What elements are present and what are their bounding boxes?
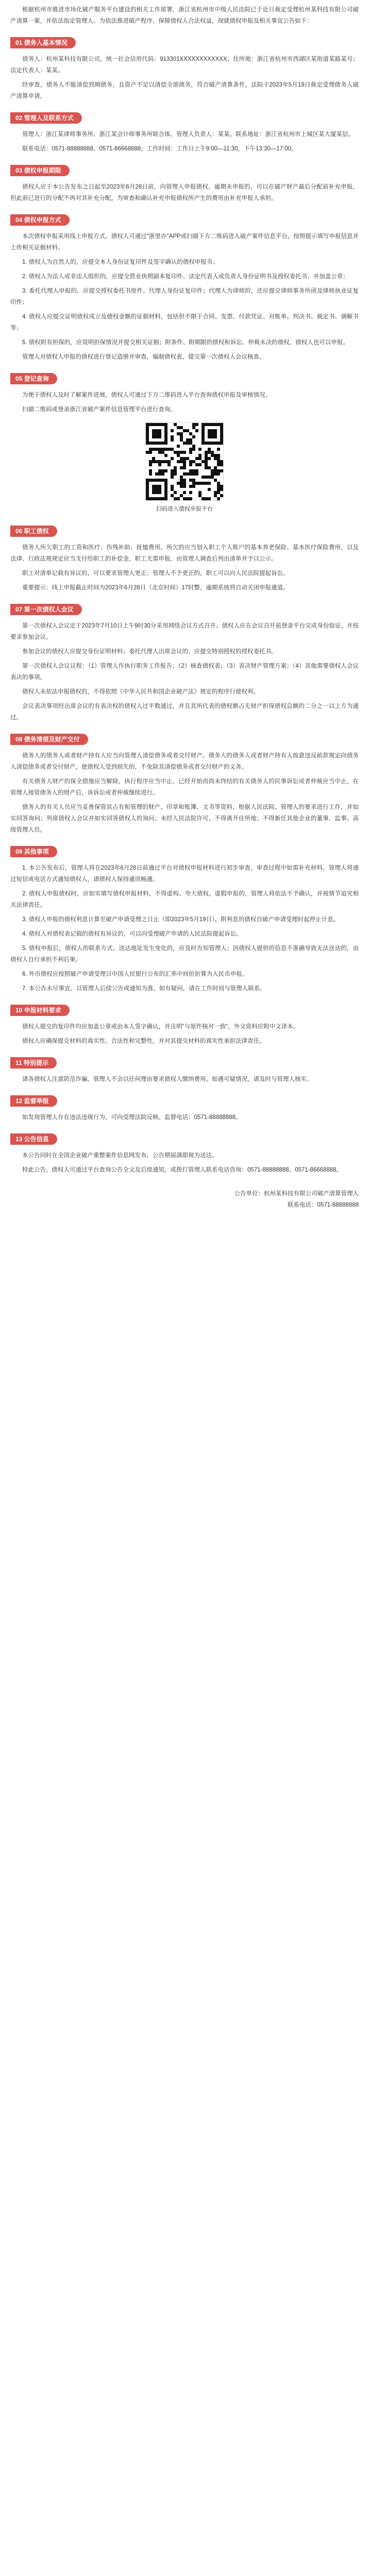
section-paragraph: 本公告同时在全国企业破产重整案件信息网发布，公告期届满即视为送达。	[22, 1153, 218, 1159]
section-body	[10, 620, 359, 723]
section-paragraph: 第一次债权人会议定于2023年7月10日上午9时30分采用网络会议方式召开。债权人应在会议召开前登录平台完成身份验证，并按要求参加会议。	[10, 623, 359, 640]
section-paragraph: 3. 债权人申报的债权利息计算至破产申请受理之日止（即2023年5月19日），附利息的债权自破产申请受理时起停止计息。	[22, 917, 340, 923]
section-body	[10, 1021, 359, 1047]
section-heading: 06 职工债权	[10, 526, 57, 537]
section-paragraph: 职工对清单记载有异议的，可以要求管理人更正；管理人不予更正的，职工可以向人民法院提起诉讼。	[22, 570, 289, 577]
intro-paragraph: 根据杭州市推进市场化破产服务平台建设的相关工作部署，浙江省杭州市中级人民法院已于近日裁定受理杭州某科技有限公司破产清算一案，并依法指定管理人。为依法推进破产程序，保障债权人合法权益，现就债权申报及相关事宜公告如下：	[10, 7, 359, 24]
qr-caption: 扫码进入债权申报平台	[156, 506, 213, 512]
section-paragraph: 债务人的有关人员应当妥善保管其占有和管理的财产、印章和账簿、文书等资料，根据人民法院、管理人的要求进行工作，并如实回答询问；列席债权人会议并如实回答债权人的询问；未经人民法院许可，不得离开住所地；不得新任其他企业的董事、监事、高级管理人员。	[10, 804, 359, 833]
section-paragraph: 有关债务人财产的保全措施应当解除，执行程序应当中止。已经开始而尚未终结的有关债务人的民事诉讼或者仲裁应当中止，在管理人接管债务人的财产后，该诉讼或者仲裁继续进行。	[10, 778, 359, 796]
section-paragraph: 债务人所欠职工的工资和医疗、伤残补助、抚恤费用，所欠的应当划入职工个人账户的基本养老保险、基本医疗保险费用，以及法律、行政法规规定应当支付给职工的补偿金，职工无需申报，由管理人调查后列出清单并予以公示。	[10, 545, 359, 562]
qr-area	[10, 422, 359, 501]
section-body	[10, 231, 359, 363]
section-body	[10, 129, 359, 155]
section-heading: 04 债权申报方式	[10, 214, 70, 226]
section-heading: 07 第一次债权人会议	[10, 604, 82, 615]
section-paragraph: 6. 外币债权应按照破产申请受理日中国人民银行公布的汇率中间价折算为人民币申报。	[22, 971, 248, 977]
section-body	[10, 542, 359, 594]
section-heading: 08 债务清偿及财产交付	[10, 734, 88, 745]
section-heading: 05 登记查询	[10, 373, 57, 384]
section-paragraph: 本次债权申报采用线上申报方式。债权人可通过"浙里办"APP或扫描下方二维码进入破产案件信息平台，按照提示填写申报信息并上传相关证据材料。	[10, 233, 359, 251]
section-paragraph: 3. 委托代理人申报的，应提交授权委托书原件、代理人身份证复印件；代理人为律师的，还应提交律师事务所函及律师执业证复印件；	[10, 288, 359, 306]
section-paragraph: 会议表决事项经出席会议的有表决权的债权人过半数通过，并且其所代表的债权额占无财产担保债权总额的二分之一以上方为通过。	[10, 703, 359, 721]
section-paragraph: 为便于债权人及时了解案件进展，债权人可通过下方二维码进入平台查询债权申报及审核情况。	[22, 392, 271, 398]
qr-code[interactable]	[145, 422, 224, 501]
section-body	[10, 181, 359, 204]
section-paragraph: 债权人应于本公告发布之日起至2023年6月28日前，向管理人申报债权。逾期未申报的，可以在破产财产最后分配前补充申报，但此前已进行的分配不再对其补充分配，为审查和确认补充申报债权所产生的费用由补充申报人承担。	[10, 184, 359, 201]
sections-part-b	[10, 518, 359, 1176]
section-paragraph: 5. 债权附有担保的，应说明担保情况并提交相关证据；附条件、附期限的债权和诉讼、仲裁未决的债权，债权人也可以申报。	[22, 340, 349, 346]
section-heading: 12 监督举报	[10, 1095, 57, 1107]
signature-phone: 联系电话：0571-88888888	[287, 1202, 359, 1208]
section-paragraph: 重要提示：线上申报截止时间为2023年6月28日（北京时间）17时整，逾期系统将自动关闭申报通道。	[22, 585, 289, 591]
section-paragraph: 债权人应确保提交材料的真实性、合法性和完整性，并对其提交材料的真实性承担法律责任。	[22, 1038, 265, 1044]
section-paragraph: 联系电话：0571-88888888、0571-86668888；工作时间：工作日上午9:00—11:30，下午13:30—17:00。	[22, 146, 297, 152]
section-paragraph: 参加会议的债权人应提交身份证明材料；委托代理人出席会议的，应提交特别授权的授权委托书。	[22, 649, 277, 655]
section-body	[10, 389, 359, 415]
section-heading: 13 公告信息	[10, 1133, 57, 1145]
section-paragraph: 债务人：杭州某科技有限公司，统一社会信用代码：913301XXXXXXXXXXXX；住所地：浙江省杭州市西湖区某街道某路某号；法定代表人：某某。	[10, 56, 359, 74]
section-paragraph: 4. 债权人应提交证明债权成立及债权金额的证据材料，包括但不限于合同、发票、付款凭证、对账单、判决书、裁定书、调解书等；	[10, 314, 359, 331]
signature-org: 公告单位：杭州某科技有限公司破产清算管理人	[234, 1191, 359, 1197]
section-paragraph: 第一次债权人会议议程：（1）管理人作执行职务工作报告；（2）核查债权表；（3）表决财产管理方案；（4）其他需要债权人会议表决的事项。	[10, 663, 359, 681]
section-heading: 03 债权申报期限	[10, 165, 70, 176]
section-paragraph: 7. 本公告未尽事宜，以管理人后续公告或通知为准。如有疑问，请在工作时间与管理人联系。	[22, 986, 266, 992]
section-heading: 11 特别提示	[10, 1057, 57, 1069]
section-heading: 10 申报材料要求	[10, 1005, 70, 1016]
section-body	[10, 862, 359, 994]
section-paragraph: 管理人对债权人申报的债权进行登记造册并审查，编制债权表，提交第一次债权人会议核查。	[22, 354, 265, 360]
section-paragraph: 5. 债权申报后，债权人的联系方式、送达地址发生变化的，应及时告知管理人；因债权人提供的信息不准确导致无法送达的，由债权人自行承担不利后果。	[10, 945, 359, 963]
signature-block	[10, 1188, 359, 1211]
section-paragraph: 4. 债权人对债权表记载的债权有异议的，可以向受理破产申请的人民法院提起诉讼。	[22, 931, 242, 937]
section-heading: 02 管理人及联系方式	[10, 112, 82, 124]
section-paragraph: 债务人的债务人或者财产持有人应当向管理人清偿债务或者交付财产。债务人的债务人或者财产持有人故意违反前款规定向债务人清偿债务或者交付财产，使债权人受到损失的，不免除其清偿债务或者交付财产的义务。	[10, 753, 359, 770]
section-paragraph: 扫描二维码或登录浙江省破产案件信息管理平台进行查询。	[22, 406, 176, 413]
section-body	[10, 1074, 359, 1085]
section-paragraph: 债权人提交的复印件均应加盖公章或由本人签字确认，并注明"与原件核对一致"。外文资料应附中文译本。	[22, 1024, 299, 1030]
section-paragraph: 管理人：浙江某律师事务所、浙江某会计师事务所联合体。管理人负责人：某某。联系地址：浙江省杭州市上城区某大厦某层。	[22, 131, 354, 138]
section-body	[10, 54, 359, 102]
section-paragraph: 1. 债权人为自然人的，应提交本人身份证复印件及签字确认的债权申报书；	[22, 259, 219, 265]
section-paragraph: 2. 债权人为法人或非法人组织的，应提交营业执照副本复印件、法定代表人或负责人身份证明书及授权委托书，并加盖公章；	[22, 274, 349, 280]
section-body	[10, 1150, 359, 1176]
section-body	[10, 1112, 359, 1123]
section-body	[10, 750, 359, 836]
sections-part-a	[10, 30, 359, 415]
section-paragraph: 2. 债权人申报债权时，应如实填写债权申报材料，不得虚构、夸大债权。虚假申报的，管理人将依法不予确认，并视情节追究相关法律责任。	[10, 891, 359, 908]
section-paragraph: 经审查，债务人不能清偿到期债务，且资产不足以清偿全部债务，符合破产清算条件。法院于2023年5月19日裁定受理债务人破产清算申请。	[10, 82, 359, 99]
section-paragraph: 如发现管理人存在违法违规行为，可向受理法院反映。监督电话：0571-88888888。	[22, 1114, 242, 1121]
section-paragraph: 请各债权人注意防范诈骗，管理人不会以任何理由要求债权人缴纳费用。如遇可疑情况，请及时与管理人核实。	[22, 1076, 313, 1082]
section-paragraph: 债权人未依法申报债权的，不得依照《中华人民共和国企业破产法》规定的程序行使权利。	[22, 689, 259, 695]
section-paragraph: 特此公告。债权人可通过平台查询公告全文及后续通知，或拨打管理人联系电话咨询：0571-88888888、0571-86668888。	[22, 1167, 343, 1173]
section-heading: 09 其他事项	[10, 846, 57, 857]
section-paragraph: 1. 本公告发布后，管理人将在2023年6月28日前通过平台对债权申报材料进行初步审查，审查过程中如需补充材料，管理人将通过短信或电话方式通知债权人，请债权人保持通讯畅通。	[10, 865, 359, 883]
section-heading: 01 债务人基本情况	[10, 37, 76, 48]
